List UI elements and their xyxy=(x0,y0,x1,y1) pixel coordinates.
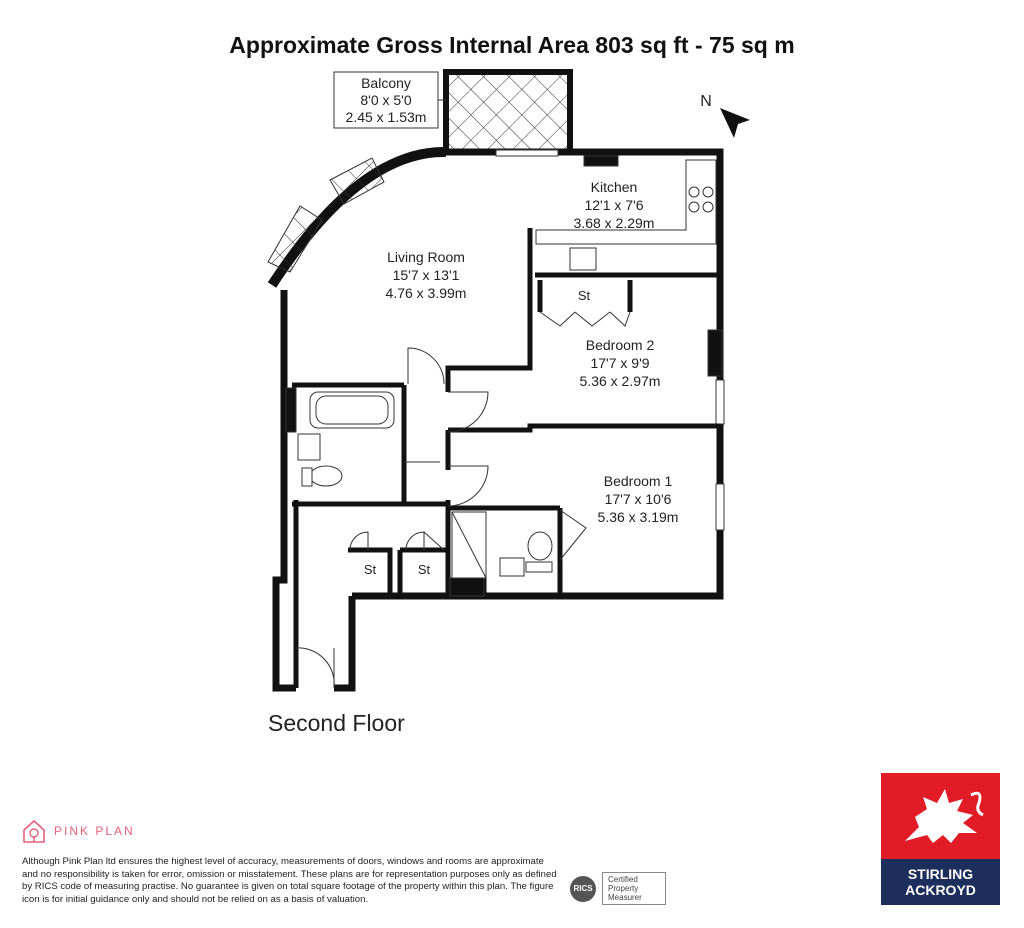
compass-label: N xyxy=(700,93,712,110)
bedroom2-name: Bedroom 2 xyxy=(585,337,655,353)
store-label: St xyxy=(417,562,431,577)
living-room-name: Living Room xyxy=(387,249,465,265)
balcony-metric: 2.45 x 1.53m xyxy=(345,109,427,125)
bedroom2-imperial: 17'7 x 9'9 xyxy=(590,355,650,371)
stirling-ackroyd-logo xyxy=(881,773,1000,905)
living-room-metric: 4.76 x 3.99m xyxy=(385,285,467,301)
rics-certified xyxy=(602,872,666,905)
store-label: St xyxy=(577,288,591,303)
rics-cert-line: Measurer xyxy=(608,893,642,902)
north-arrow-icon xyxy=(700,93,750,138)
bedroom1-imperial: 17'7 x 10'6 xyxy=(604,491,672,507)
griffin-icon xyxy=(893,781,989,851)
floor-name: Second Floor xyxy=(268,710,405,736)
rics-badge xyxy=(570,872,666,905)
disclaimer-text: Although Pink Plan ltd ensures the highest level of accuracy, measurements of doors, windows and rooms are approximate and no responsibility is taken for error, omission or misstatement. These plans are for representation purposes only as defined by RICS code of measuring practise. No guarantee is given on total square footage of the property within this plan. The figure icon is for initial guidance only and should not be relied on as a basis of valuation. xyxy=(22,856,557,905)
kitchen-metric: 3.68 x 2.29m xyxy=(573,215,655,231)
balcony-name: Balcony xyxy=(361,75,411,91)
bedroom2-metric: 5.36 x 2.97m xyxy=(579,373,661,389)
pink-plan-name: PINK PLAN xyxy=(54,824,135,838)
balcony-imperial: 8'0 x 5'0 xyxy=(360,92,412,108)
bedroom1-name: Bedroom 1 xyxy=(603,473,673,489)
rics-cert-line: Certified xyxy=(608,875,638,884)
logo-line2: ACKROYD xyxy=(905,882,976,898)
living-room-imperial: 15'7 x 13'1 xyxy=(392,267,460,283)
bedroom1-metric: 5.36 x 3.19m xyxy=(597,509,679,525)
kitchen-imperial: 12'1 x 7'6 xyxy=(584,197,644,213)
rics-logo-icon: RICS xyxy=(570,876,596,902)
pink-plan-brand xyxy=(22,818,135,844)
logo-line1: STIRLING xyxy=(907,866,974,882)
page-title: Approximate Gross Internal Area 803 sq ft - 75 sq m xyxy=(229,32,795,58)
rics-cert-line: Property xyxy=(608,884,639,893)
kitchen-name: Kitchen xyxy=(590,179,638,195)
pink-plan-house-icon xyxy=(22,818,46,844)
balcony xyxy=(334,72,570,152)
store-label: St xyxy=(363,562,377,577)
